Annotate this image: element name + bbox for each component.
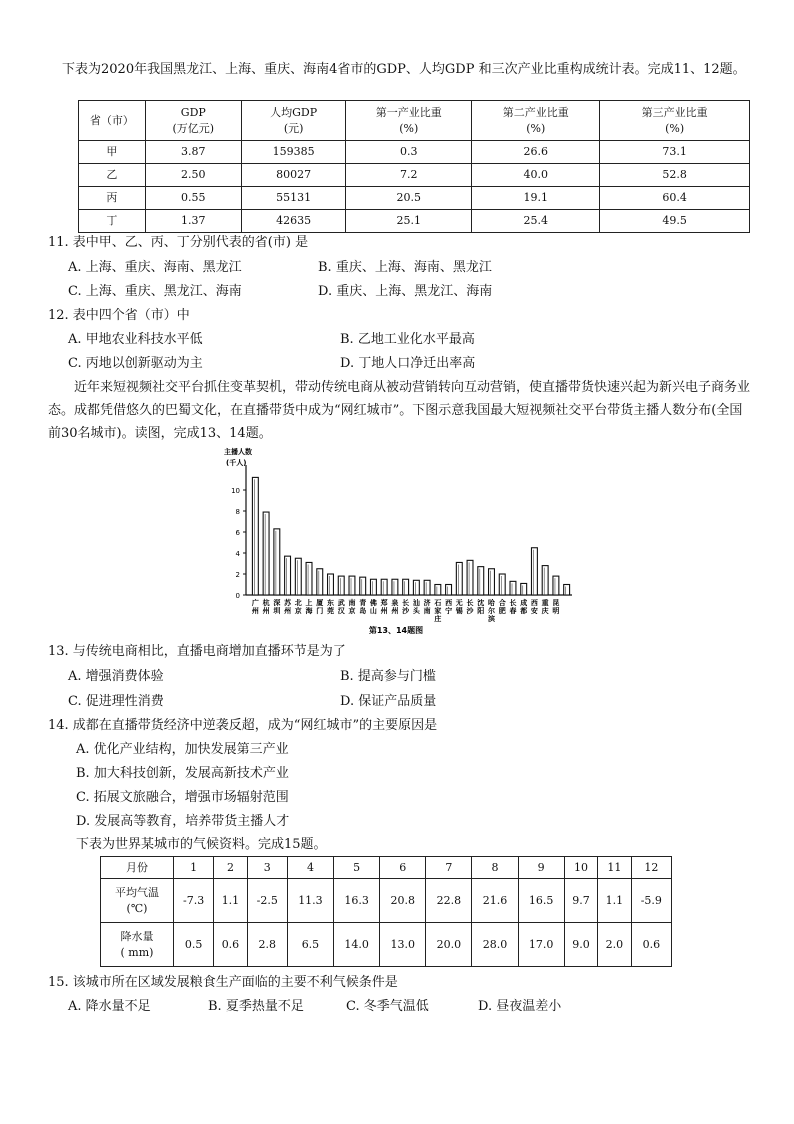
chart-bar: [531, 548, 537, 595]
q13-option-a[interactable]: A. 增强消费体验: [68, 669, 164, 684]
chart-bar: [467, 560, 473, 595]
chart-bar: [392, 579, 398, 595]
chart-bar: [424, 580, 430, 595]
q11-option-d[interactable]: D. 重庆、上海、黑龙江、海南: [318, 284, 493, 299]
chart-category-label: 莞: [327, 607, 334, 615]
cell: 5: [334, 857, 380, 879]
chart-category-label: 圳: [273, 607, 281, 615]
table-row: [79, 187, 750, 210]
cell: 丙: [79, 187, 146, 210]
chart-bar: [553, 576, 559, 595]
header-secondary: 第二产业比重: [502, 105, 569, 119]
chart-category-label: 庄: [434, 615, 442, 623]
temp-unit: (℃): [126, 901, 148, 915]
chart-category-label: 西: [530, 599, 538, 607]
chart-category-label: 明: [552, 607, 560, 615]
cell: 13.0: [380, 923, 426, 967]
q11-option-b[interactable]: B. 重庆、上海、海南、黑龙江: [318, 260, 492, 275]
cell: 6.5: [287, 923, 333, 967]
chart-category-label: 郑: [380, 599, 388, 607]
table-row: [79, 141, 750, 164]
intro-paragraph-2: 近年来短视频社交平台抓住变革契机，带动传统电商从被动营销转向互动营销，使直播带货快速兴起为新兴电子商务业态。成都凭借悠久的巴蜀文化，在直播带货中成为“网红城市”。下图示意我国最大短视频社交平台带货主播人数分布(全国前30名城市)。读图，完成13、14题。: [48, 380, 751, 441]
chart-bar: [306, 562, 312, 595]
chart-category-label: 沙: [402, 607, 410, 615]
cell: 0.55: [145, 187, 241, 210]
header-gdp-per-capita: 人均GDP: [270, 105, 318, 119]
table-row: [79, 164, 750, 187]
chart-category-label: 厦: [316, 599, 324, 607]
q14-option-b[interactable]: B. 加大科技创新，发展高新技术产业: [76, 766, 289, 781]
chart-bar: [263, 512, 269, 595]
chart-bar: [381, 579, 387, 595]
q13-option-c[interactable]: C. 促进理性消费: [68, 694, 164, 709]
climate-table: [100, 856, 672, 967]
header-province: 省（市）: [89, 113, 134, 127]
chart-category-label: 南: [423, 607, 431, 615]
chart-category-label: 沈: [477, 599, 485, 607]
q12-option-b[interactable]: B. 乙地工业化水平最高: [340, 332, 475, 347]
chart-bar: [403, 579, 409, 595]
cell: 7.2: [346, 164, 472, 187]
chart-bar: [510, 581, 516, 595]
chart-category-label: 哈: [488, 599, 495, 607]
cell: 20.5: [346, 187, 472, 210]
chart-bar: [252, 477, 258, 595]
chart-bar: [328, 574, 334, 595]
chart-category-label: 门: [316, 607, 324, 615]
q13-option-d[interactable]: D. 保证产品质量: [340, 694, 437, 709]
header-gdp-per-capita-unit: (元): [283, 121, 304, 135]
q15-option-a[interactable]: A. 降水量不足: [68, 999, 151, 1014]
chart-category-label: 长: [402, 599, 410, 607]
cell: 60.4: [600, 187, 750, 210]
chart-category-label: 州: [284, 607, 292, 615]
chart-bar: [370, 579, 376, 595]
q13-option-b[interactable]: B. 提高参与门槛: [340, 669, 436, 684]
cell: 2.50: [145, 164, 241, 187]
cell: 12: [631, 857, 671, 879]
cell: 159385: [241, 141, 345, 164]
chart-category-label: 苏: [284, 599, 292, 607]
chart-category-label: 长: [466, 599, 474, 607]
question-15-stem: 15. 该城市所在区域发展粮食生产面临的主要不利气候条件是: [48, 975, 398, 990]
chart-bar: [478, 567, 484, 595]
intro-paragraph-3: 下表为世界某城市的气候资料。完成15题。: [76, 837, 327, 852]
cell: 16.5: [518, 879, 564, 923]
chart-bar: [285, 556, 291, 595]
gdp-table: [78, 100, 750, 233]
cell: 8: [472, 857, 518, 879]
cell: 26.6: [472, 141, 600, 164]
cell: 9: [518, 857, 564, 879]
chart-bar: [338, 576, 344, 595]
chart-bar: [542, 566, 548, 595]
chart-category-label: 滨: [488, 615, 495, 623]
chart-category-label: 无: [455, 599, 463, 607]
chart-category-label: 宁: [445, 607, 453, 615]
cell: 1.37: [145, 210, 241, 233]
header-tertiary-unit: (%): [665, 121, 685, 135]
question-11-stem: 11. 表中甲、乙、丙、丁分别代表的省(市) 是: [48, 235, 309, 250]
chart-bar: [489, 569, 495, 595]
q15-option-d[interactable]: D. 昼夜温差小: [478, 999, 562, 1014]
cell: 6: [380, 857, 426, 879]
streamer-count-chart: [216, 443, 578, 638]
cell: 14.0: [334, 923, 380, 967]
chart-bar: [413, 580, 419, 595]
chart-category-label: 州: [380, 607, 388, 615]
q15-option-c[interactable]: C. 冬季气温低: [346, 999, 429, 1014]
cell: 20.8: [380, 879, 426, 923]
table-row: [79, 210, 750, 233]
table-row: [101, 857, 672, 879]
chart-category-label: 锡: [455, 607, 463, 615]
cell: 1: [174, 857, 214, 879]
q12-option-d[interactable]: D. 丁地人口净迁出率高: [340, 356, 476, 371]
chart-category-label: 春: [509, 607, 517, 615]
header-gdp: GDP: [180, 105, 206, 119]
cell: 1.1: [598, 879, 631, 923]
chart-bar: [564, 585, 570, 596]
cell: 0.5: [174, 923, 214, 967]
cell: 9.7: [564, 879, 597, 923]
cell: 0.6: [631, 923, 671, 967]
cell: 乙: [79, 164, 146, 187]
chart-category-label: 武: [337, 599, 345, 607]
chart-category-label: 昆: [552, 599, 560, 607]
chart-ylabel: 主播人数: [224, 448, 252, 456]
question-13-stem: 13. 与传统电商相比，直播电商增加直播环节是为了: [48, 644, 346, 659]
chart-bar: [446, 585, 452, 596]
cell: 9.0: [564, 923, 597, 967]
chart-category-label: 合: [498, 599, 506, 607]
cell: 55131: [241, 187, 345, 210]
month-label: 月份: [101, 857, 174, 879]
cell: 21.6: [472, 879, 518, 923]
header-gdp-unit: (万亿元): [172, 121, 215, 135]
q14-option-c[interactable]: C. 拓展文旅融合，增强市场辐射范围: [76, 790, 289, 805]
chart-bar: [317, 569, 323, 595]
question-12-stem: 12. 表中四个省（市）中: [48, 308, 190, 323]
header-primary-unit: (%): [399, 121, 419, 135]
chart-category-label: 州: [262, 607, 270, 615]
cell: -5.9: [631, 879, 671, 923]
cell: 甲: [79, 141, 146, 164]
chart-category-label: 汕: [412, 599, 420, 607]
cell: 3: [247, 857, 287, 879]
chart-category-label: 州: [251, 607, 259, 615]
chart-category-label: 山: [369, 607, 377, 615]
cell: 25.4: [472, 210, 600, 233]
chart-category-label: 成: [520, 599, 528, 607]
chart-category-label: 安: [530, 607, 538, 615]
cell: 0.6: [214, 923, 247, 967]
chart-bar: [349, 576, 355, 595]
chart-category-label: 深: [273, 599, 281, 607]
cell: 80027: [241, 164, 345, 187]
chart-category-label: 海: [305, 607, 313, 615]
table-row: [101, 879, 672, 923]
chart-category-label: 京: [348, 607, 356, 615]
chart-bar: [456, 562, 462, 595]
chart-category-label: 州: [391, 607, 399, 615]
precip-unit: ( mm): [120, 945, 154, 959]
chart-bar: [295, 558, 301, 595]
cell: 19.1: [472, 187, 600, 210]
cell: 28.0: [472, 923, 518, 967]
chart-category-label: 长: [509, 599, 517, 607]
chart-category-label: 家: [434, 607, 442, 615]
chart-category-label: 都: [520, 607, 528, 615]
cell: -2.5: [247, 879, 287, 923]
cell: 25.1: [346, 210, 472, 233]
q11-option-c[interactable]: C. 上海、重庆、黑龙江、海南: [68, 284, 242, 299]
chart-category-label: 京: [294, 607, 302, 615]
question-14-stem: 14. 成都在直播带货经济中逆袭反超，成为“网红城市”的主要原因是: [48, 718, 438, 733]
header-primary: 第一产业比重: [375, 105, 442, 119]
chart-category-label: 西: [445, 599, 453, 607]
chart-category-label: 青: [359, 599, 367, 607]
chart-y-tick-label: 6: [235, 529, 240, 537]
cell: 17.0: [518, 923, 564, 967]
temp-label: 平均气温: [115, 885, 159, 899]
cell: 7: [426, 857, 472, 879]
chart-y-tick-label: 0: [235, 592, 240, 600]
cell: 2.8: [247, 923, 287, 967]
cell: 4: [287, 857, 333, 879]
chart-category-label: 岛: [359, 607, 367, 615]
chart-bar: [274, 529, 280, 595]
q14-option-d[interactable]: D. 发展高等教育，培养带货主播人才: [76, 814, 290, 829]
chart-bar: [360, 577, 366, 595]
cell: 16.3: [334, 879, 380, 923]
chart-title: 第13、14题图: [368, 626, 424, 635]
cell: 11.3: [287, 879, 333, 923]
chart-category-label: 杭: [262, 599, 270, 607]
chart-yunit: (千人): [226, 459, 247, 467]
chart-category-label: 北: [294, 599, 302, 607]
chart-category-label: 头: [412, 607, 420, 615]
precip-label: 降水量: [120, 929, 154, 943]
chart-y-tick-label: 4: [235, 550, 240, 558]
header-secondary-unit: (%): [526, 121, 546, 135]
cell: 2: [214, 857, 247, 879]
chart-bar: [435, 585, 441, 596]
cell: 0.3: [346, 141, 472, 164]
chart-category-label: 泉: [391, 599, 399, 607]
chart-category-label: 汉: [337, 607, 345, 615]
chart-bar: [499, 574, 505, 595]
intro-paragraph-1: 下表为2020年我国黑龙江、上海、重庆、海南4省市的GDP、人均GDP 和三次产业比重构成统计表。完成11、12题。: [62, 62, 746, 77]
cell: 2.0: [598, 923, 631, 967]
q15-option-b[interactable]: B. 夏季热量不足: [208, 999, 304, 1014]
q11-option-a[interactable]: A. 上海、重庆、海南、黑龙江: [68, 260, 242, 275]
chart-category-label: 广: [251, 599, 259, 607]
chart-category-label: 庆: [541, 607, 549, 615]
q12-option-c[interactable]: C. 丙地以创新驱动为主: [68, 356, 203, 371]
chart-category-label: 上: [305, 599, 313, 607]
cell: 3.87: [145, 141, 241, 164]
chart-category-label: 南: [348, 599, 356, 607]
q14-option-a[interactable]: A. 优化产业结构，加快发展第三产业: [76, 742, 289, 757]
q12-option-a[interactable]: A. 甲地农业科技水平低: [68, 332, 203, 347]
chart-category-label: 佛: [369, 599, 377, 607]
cell: 22.8: [426, 879, 472, 923]
table-row: [101, 923, 672, 967]
cell: 11: [598, 857, 631, 879]
cell: 20.0: [426, 923, 472, 967]
chart-category-label: 东: [327, 599, 334, 607]
cell: 52.8: [600, 164, 750, 187]
cell: 1.1: [214, 879, 247, 923]
cell: 73.1: [600, 141, 750, 164]
cell: 42635: [241, 210, 345, 233]
cell: 丁: [79, 210, 146, 233]
chart-category-label: 沙: [466, 607, 474, 615]
cell: 10: [564, 857, 597, 879]
chart-category-label: 尔: [488, 607, 495, 615]
header-tertiary: 第三产业比重: [641, 105, 708, 119]
chart-y-tick-label: 8: [235, 508, 240, 516]
chart-bar: [521, 583, 527, 595]
cell: -7.3: [174, 879, 214, 923]
chart-category-label: 济: [423, 599, 431, 607]
chart-category-label: 肥: [498, 607, 506, 615]
chart-y-tick-label: 2: [235, 571, 240, 579]
chart-category-label: 阳: [477, 607, 485, 615]
cell: 49.5: [600, 210, 750, 233]
chart-y-tick-label: 10: [231, 487, 240, 495]
chart-category-label: 重: [541, 599, 549, 607]
cell: 40.0: [472, 164, 600, 187]
chart-category-label: 石: [434, 599, 442, 607]
